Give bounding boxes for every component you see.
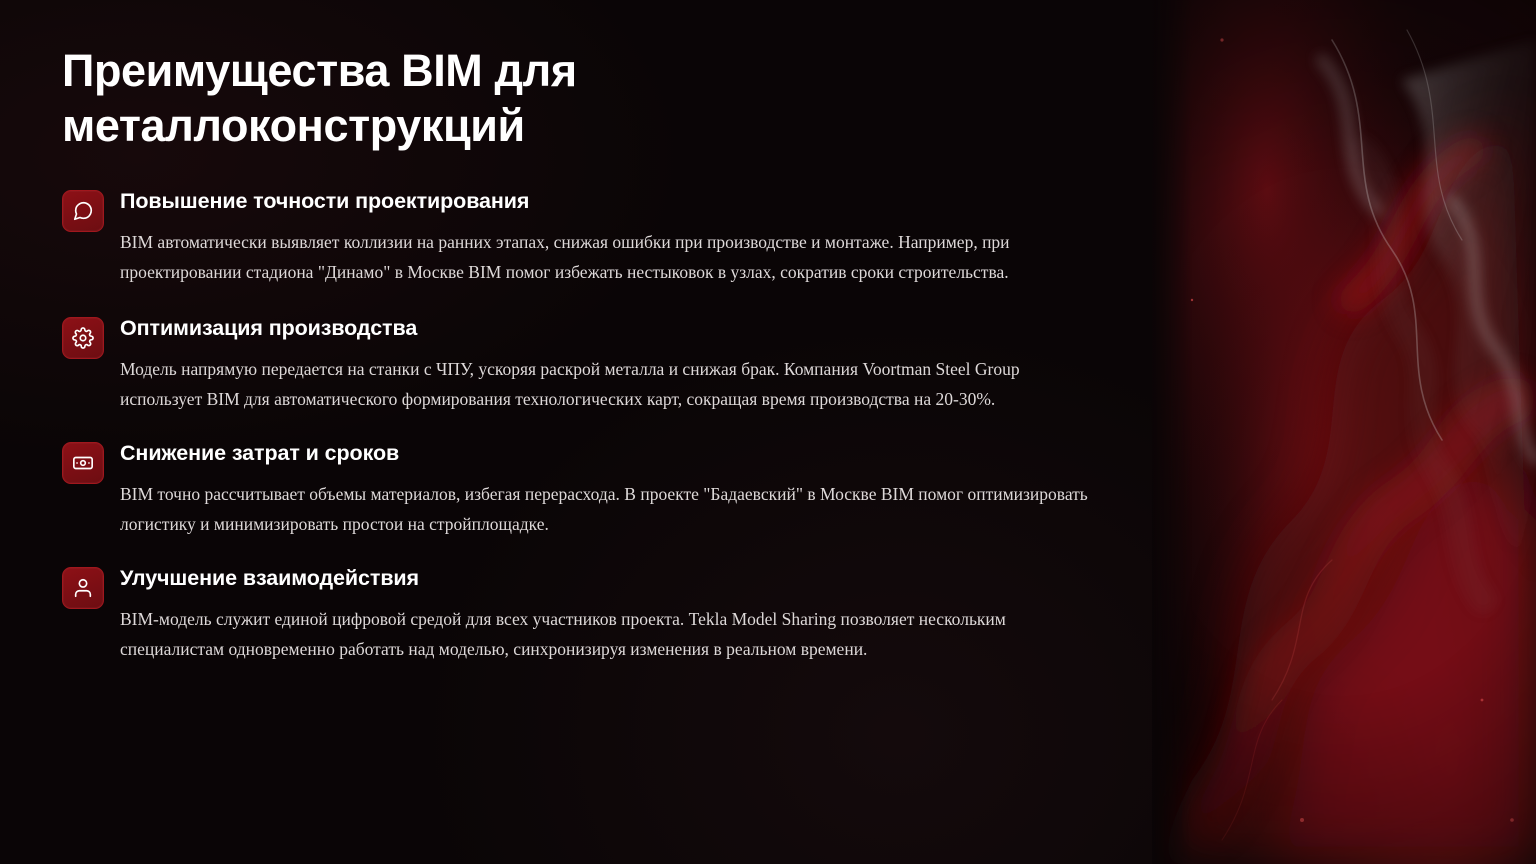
benefit-item xyxy=(62,565,1090,664)
benefit-text: BIM автоматически выявляет коллизии на ранних этапах, снижая ошибки при производстве и монтаже. Например, при проектировании стадиона "Динамо" в Москве BIM помог избежать нестыковок в узлах, сократив сроки строительства. xyxy=(120,231,1010,282)
benefit-item xyxy=(62,188,1090,287)
benefit-body xyxy=(120,440,1090,539)
benefit-text: Модель напрямую передается на станки с ЧПУ, ускоряя раскрой металла и снижая брак. Компания Voortman Steel Group использует BIM для автоматического формирования технологических карт, сокращая время производства на 20-30%. xyxy=(120,358,1020,410)
benefit-body xyxy=(120,188,1090,287)
benefit-title: Повышение точности проектирования xyxy=(120,188,530,213)
benefit-text: BIM-модель служит единой цифровой средой для всех участников проекта. Tekla Model Sharing позволяет нескольким специалистам одновременно работать над моделью, синхронизируя изменения в реальном времени. xyxy=(120,609,1006,660)
benefit-body xyxy=(120,315,1090,414)
speech-bubble-icon xyxy=(62,190,104,232)
user-icon xyxy=(62,567,104,609)
benefit-item xyxy=(62,315,1090,414)
benefit-title: Оптимизация производства xyxy=(120,315,418,340)
page-title: Преимущества BIM для металлоконструкций xyxy=(62,45,577,151)
benefit-title: Улучшение взаимодействия xyxy=(120,566,419,591)
benefit-text: BIM точно рассчитывает объемы материалов, избегая перерасхода. В проекте "Бадаевский" в Москве BIM помог оптимизировать логистику и минимизировать простои на стройплощадке. xyxy=(120,484,1088,535)
benefit-body xyxy=(120,565,1090,664)
benefit-title: Снижение затрат и сроков xyxy=(120,441,400,466)
benefit-item xyxy=(62,440,1090,539)
gear-icon xyxy=(62,317,104,359)
banknote-icon xyxy=(62,442,104,484)
abstract-red-smoke-artwork xyxy=(1152,0,1536,864)
